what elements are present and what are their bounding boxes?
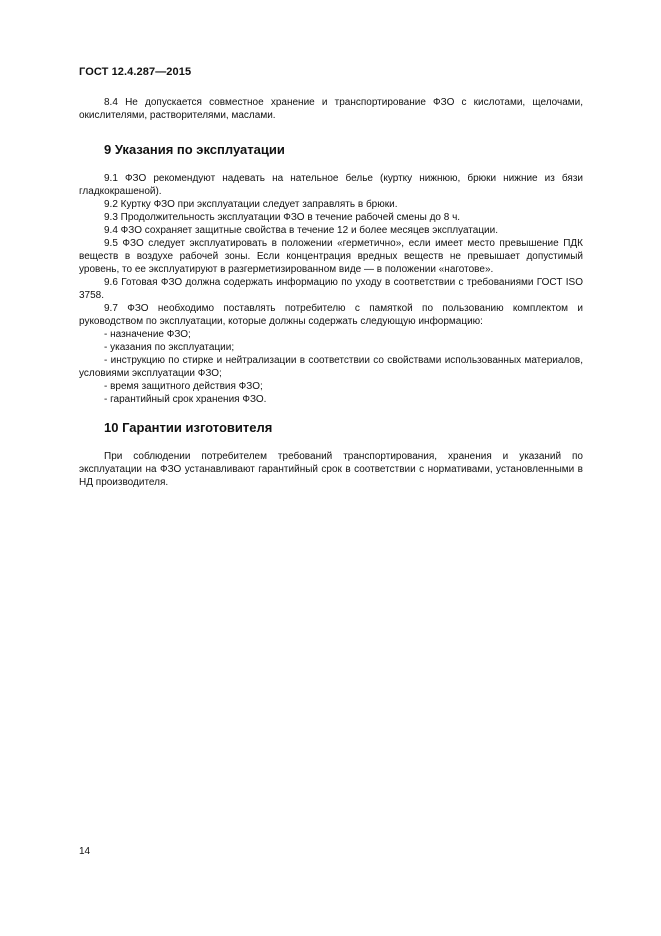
paragraph-9-3: 9.3 Продолжительность эксплуатации ФЗО в течение рабочей смены до 8 ч. [104, 212, 461, 223]
paragraph-9-4: 9.4 ФЗО сохраняет защитные свойства в течение 12 и более месяцев эксплуатации. [104, 225, 499, 236]
list-item: - указания по эксплуатации; [104, 342, 235, 353]
paragraph-9-1: 9.1 ФЗО рекомендуют надевать на нательное белье (куртку нижнюю, брюки нижние из бязи гладкокрашеной). [79, 173, 583, 197]
section-10-heading: 10 Гарантии изготовителя [104, 420, 273, 435]
paragraph-8-4: 8.4 Не допускается совместное хранение и транспортирование ФЗО с кислотами, щелочами, окислителями, растворителями, маслами. [79, 97, 583, 121]
list-item: - инструкцию по стирке и нейтрализации в соответствии со свойствами использованных материалов, условиями эксплуатации ФЗО; [79, 355, 583, 379]
page-content [79, 96, 583, 489]
paragraph-9-6: 9.6 Готовая ФЗО должна содержать информацию по уходу в соответствии с требованиями ГОСТ ISO 3758. [79, 277, 583, 301]
paragraph-10: При соблюдении потребителем требований транспортирования, хранения и указаний по эксплуатации на ФЗО устанавливают гарантийный срок в соответствии с нормативами, установленными в НД производителя. [79, 451, 583, 488]
list-item: - гарантийный срок хранения ФЗО. [104, 394, 267, 405]
paragraph-9-5: 9.5 ФЗО следует эксплуатировать в положении «герметично», если имеет место превышение ПДК веществ в воздухе рабочей зоны. Если концентрация вредных веществ не превышает допустимый уровень, то ее эксплуатируют в разгерметизированном виде — в положении «наготове». [79, 238, 583, 275]
page-number: 14 [79, 846, 91, 857]
document-header: ГОСТ 12.4.287—2015 [79, 66, 192, 78]
paragraph-9-2: 9.2 Куртку ФЗО при эксплуатации следует заправлять в брюки. [104, 199, 398, 210]
paragraph-9-7: 9.7 ФЗО необходимо поставлять потребителю с памяткой по пользованию комплектом и руководством по эксплуатации, которые должны содержать следующую информацию: [79, 303, 583, 327]
list-item: - назначение ФЗО; [104, 329, 191, 340]
list-item: - время защитного действия ФЗО; [104, 381, 263, 392]
section-9-heading: 9 Указания по эксплуатации [104, 142, 285, 157]
